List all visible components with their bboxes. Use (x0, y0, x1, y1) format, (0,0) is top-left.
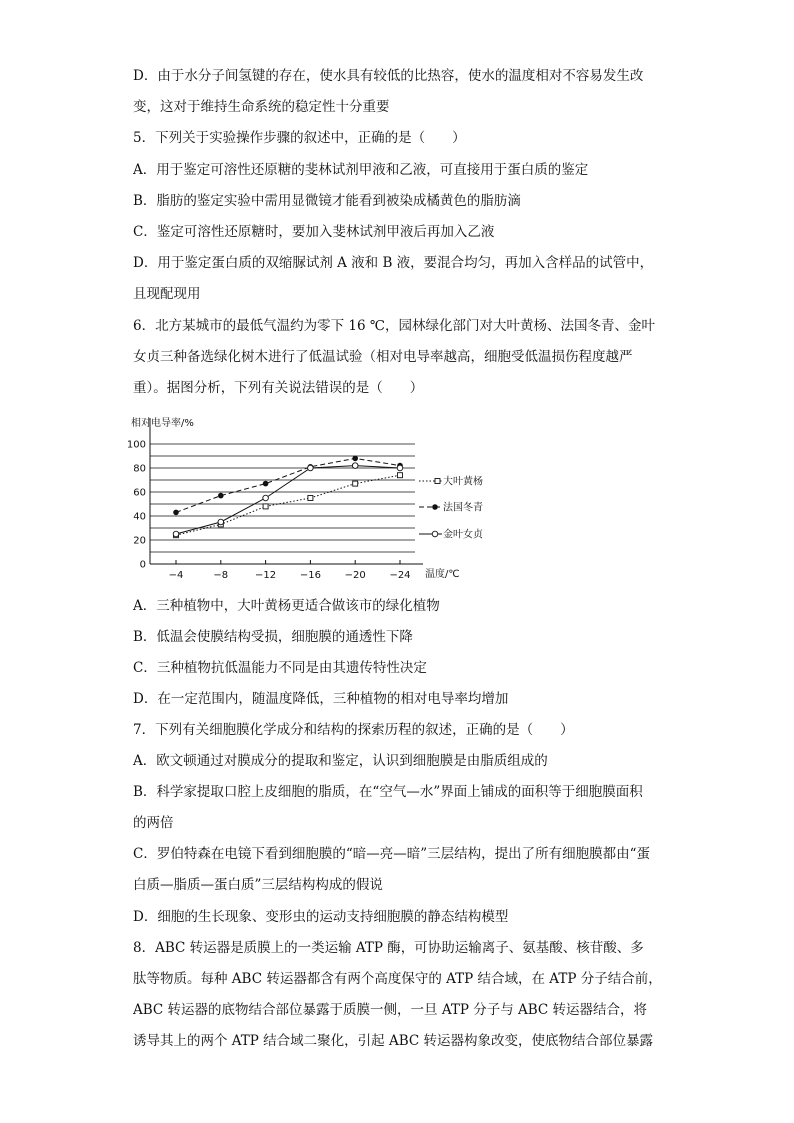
legend (419, 475, 483, 541)
legend-label: 法国冬青 (443, 502, 483, 514)
text-line: 6．北方某城市的最低气温约为零下 16 ℃，园林绿化部门对大叶黄杨、法国冬青、金叶 (133, 317, 655, 334)
text-line: 的两倍 (133, 815, 174, 832)
y-tick-label: 40 (133, 511, 146, 523)
grid-lines (150, 418, 423, 564)
y-tick-label: 80 (133, 463, 146, 475)
text-line: D．由于水分子间氢键的存在，使水具有较低的比热容，使水的温度相对不容易发生改 (133, 68, 644, 84)
data-point (263, 495, 269, 501)
data-point (353, 481, 358, 486)
text-line: 诱导其上的两个 ATP 结合域二聚化，引起 ABC 转运器构象改变，使底物结合部位暴露 (133, 1032, 654, 1049)
text-line: 白质—脂质—蛋白质”三层结构构成的假说 (133, 877, 383, 894)
text-line: 5．下列关于实验操作步骤的叙述中，正确的是（ ） (133, 130, 466, 147)
data-point (308, 496, 313, 501)
y-tick-label: 20 (133, 535, 146, 547)
data-point (173, 531, 179, 537)
y-tick-label: 100 (126, 439, 146, 451)
text-line: A．欧文顿通过对膜成分的提取和鉴定，认识到细胞膜是由脂质组成的 (133, 753, 548, 770)
text-line: 变，这对于维持生命系统的稳定性十分重要 (133, 99, 390, 116)
data-point (397, 465, 403, 471)
text-line: 重）。据图分析，下列有关说法错误的是（ ） (133, 380, 424, 396)
text-line: 8．ABC 转运器是质膜上的一类运输 ATP 酶，可协助运输离子、氨基酸、核苷酸、多 (133, 939, 644, 956)
x-tick-label: −4 (168, 570, 184, 581)
data-point (218, 493, 224, 499)
text-line: B．低温会使膜结构受损，细胞膜的通透性下降 (133, 629, 413, 646)
data-point (308, 465, 314, 471)
x-axis-label: 温度/℃ (425, 569, 460, 580)
legend-marker (435, 479, 440, 484)
text-line: D．在一定范围内，随温度降低，三种植物的相对电导率均增加 (133, 691, 509, 708)
y-axis-label: 相对电导率/% (131, 418, 194, 429)
x-tick-label: −16 (299, 570, 321, 581)
x-tick-label: −20 (344, 570, 366, 581)
text-line: C．罗伯特森在电镜下看到细胞膜的“暗—亮—暗”三层结构，提出了所有细胞膜都由“蛋 (133, 846, 651, 863)
x-tick-labels (169, 560, 411, 581)
text-line: C．鉴定可溶性还原糖时，要加入斐林试剂甲液后再加入乙液 (133, 224, 495, 240)
x-tick-label: −8 (213, 570, 229, 581)
data-point (218, 519, 224, 525)
text-line: D．用于鉴定蛋白质的双缩脲试剂 A 液和 B 液，要混合均匀，再加入含样品的试管中， (133, 255, 654, 272)
x-tick-label: −24 (389, 570, 411, 581)
data-point (263, 481, 269, 487)
legend-marker (432, 531, 438, 537)
y-tick-label: 60 (133, 487, 146, 499)
series-line (176, 475, 400, 535)
y-tick-label: 0 (139, 559, 146, 571)
text-line: A．用于鉴定可溶性还原糖的斐林试剂甲液和乙液，可直接用于蛋白质的鉴定 (133, 161, 589, 178)
data-point (398, 473, 403, 478)
text-line: 7．下列有关细胞膜化学成分和结构的探索历程的叙述，正确的是（ ） (133, 722, 574, 739)
relative-conductivity-chart (126, 410, 483, 585)
legend-marker (432, 504, 438, 510)
y-tick-labels (127, 440, 146, 571)
data-point (352, 463, 358, 469)
data-point (352, 456, 358, 462)
data-point (173, 510, 179, 516)
text-line: B．科学家提取口腔上皮细胞的脂质，在“空气—水”界面上铺成的面积等于细胞膜面积 (133, 784, 643, 801)
text-line: 女贞三种备选绿化树木进行了低温试验（相对电导率越高，细胞受低温损伤程度越严 (133, 348, 633, 365)
text-line: 且现配现用 (133, 286, 201, 303)
text-line: 肽等物质。每种 ABC 转运器都含有两个高度保守的 ATP 结合域，在 ATP 分子结合前， (133, 970, 662, 987)
x-tick-label: −12 (255, 570, 277, 581)
text-line: A．三种植物中，大叶黄杨更适合做该市的绿化植物 (133, 598, 440, 614)
legend-label: 金叶女贞 (443, 529, 483, 541)
text-line: C．三种植物抗低温能力不同是由其遗传特性决定 (133, 660, 427, 677)
legend-label: 大叶黄杨 (443, 476, 483, 488)
text-line: D．细胞的生长现象、变形虫的运动支持细胞膜的静态结构模型 (133, 908, 509, 925)
data-point (263, 504, 268, 509)
text-line: B．脂肪的鉴定实验中需用显微镜才能看到被染成橘黄色的脂肪滴 (133, 192, 521, 209)
text-line: ABC 转运器的底物结合部位暴露于质膜一侧，一旦 ATP 分子与 ABC 转运器结合，将 (133, 1001, 648, 1018)
